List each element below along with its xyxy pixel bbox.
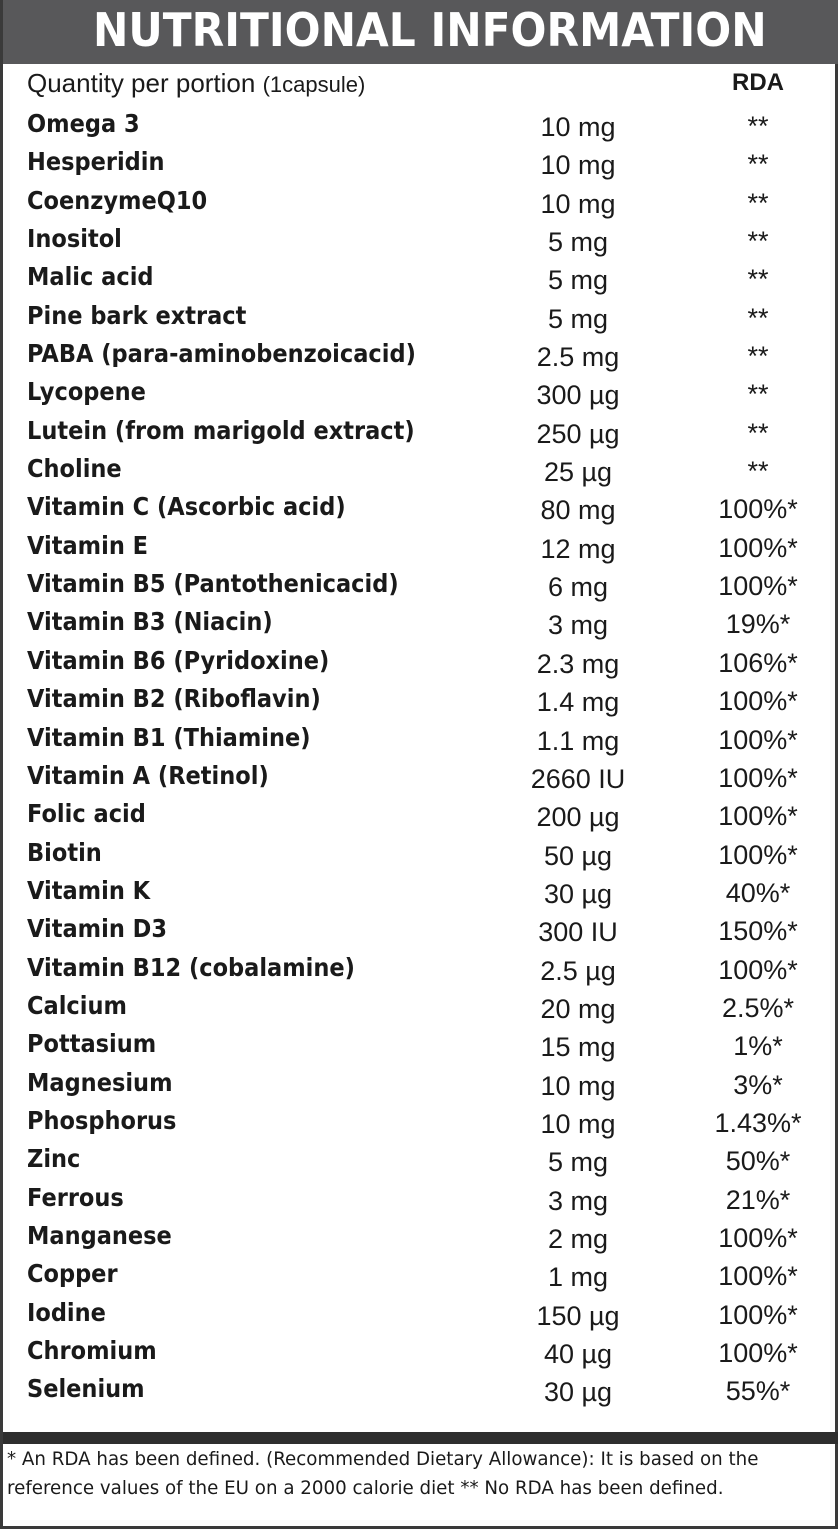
footnote-line-1: * An RDA has been defined. (Recommended Dietary Allowance): It is based on the	[7, 1448, 759, 1470]
nutrient-quantity: 300 µg	[536, 380, 620, 411]
nutrient-quantity: 10 mg	[540, 150, 616, 181]
table-row	[3, 1026, 838, 1064]
nutrient-rda: 100%*	[718, 762, 798, 793]
nutrient-rda: 150%*	[718, 916, 798, 947]
table-row	[3, 796, 838, 834]
nutrient-quantity: 10 mg	[540, 1070, 616, 1101]
table-row	[3, 413, 838, 451]
nutrient-name: Chromium	[27, 1336, 157, 1365]
nutrient-name: Calcium	[27, 990, 127, 1020]
nutrient-name: Iodine	[27, 1297, 106, 1327]
nutrient-quantity: 3 mg	[547, 1185, 609, 1216]
nutrient-rda: 100%*	[718, 1222, 798, 1253]
nutrient-name: Selenium	[27, 1374, 145, 1404]
nutrient-quantity: 12 mg	[540, 533, 616, 564]
nutrient-name: Vitamin C (Ascorbic acid)	[27, 492, 346, 522]
table-row	[3, 183, 838, 221]
nutrient-name: Pine bark extract	[27, 300, 247, 330]
nutrient-quantity: 2.5 µg	[540, 955, 616, 986]
nutrient-quantity: 250 µg	[536, 418, 620, 449]
nutrient-rda: 19%*	[725, 609, 791, 640]
nutrient-rda: 1.43%*	[714, 1107, 802, 1138]
table-row	[3, 1065, 838, 1103]
nutrient-rda: **	[747, 187, 769, 218]
nutrient-quantity: 20 mg	[540, 993, 616, 1024]
nutrient-rda: **	[747, 379, 769, 410]
table-row	[3, 988, 838, 1026]
table-header	[3, 66, 838, 104]
nutrient-quantity: 80 mg	[540, 495, 616, 526]
nutrient-quantity: 30 µg	[543, 1377, 613, 1408]
title-bar	[3, 0, 838, 64]
table-row	[3, 566, 838, 604]
nutrient-quantity: 2660 IU	[530, 763, 626, 794]
nutrient-rda: 21%*	[725, 1184, 791, 1215]
nutrient-name: Manganese	[27, 1220, 172, 1250]
nutrient-quantity: 10 mg	[540, 188, 616, 219]
nutrient-name: Lycopene	[27, 377, 146, 407]
footnote-line-2: reference values of the EU on a 2000 calorie diet ** No RDA has been defined.	[7, 1477, 724, 1499]
nutrient-rda: 100%*	[718, 1338, 798, 1368]
table-row	[3, 1295, 838, 1333]
nutrient-rda: 40%*	[725, 877, 791, 908]
table-row	[3, 835, 838, 873]
table-row	[3, 604, 838, 642]
nutrient-quantity: 25 µg	[543, 457, 613, 488]
table-row	[3, 336, 838, 374]
portion-header	[27, 68, 365, 99]
nutrient-quantity: 2.3 mg	[536, 648, 620, 679]
table-row	[3, 221, 838, 259]
table-row	[3, 681, 838, 719]
nutrient-rda: **	[747, 302, 769, 333]
nutrient-quantity: 300 IU	[538, 917, 618, 948]
nutrient-rda: 100%*	[718, 571, 798, 602]
nutrient-quantity: 1.4 mg	[536, 687, 620, 718]
nutrient-name: Vitamin B12 (cobalamine)	[27, 952, 355, 982]
table-row	[3, 106, 838, 144]
nutrient-name: PABA (para-aminobenzoicacid)	[27, 339, 416, 369]
table-row	[3, 1256, 838, 1294]
nutrient-rda: 50%*	[725, 1146, 791, 1177]
nutrient-rda: 3%*	[733, 1069, 783, 1100]
nutrient-name: Vitamin B6 (Pyridoxine)	[27, 645, 330, 675]
table-row	[3, 720, 838, 758]
nutrient-quantity: 200 µg	[536, 802, 620, 833]
table-row	[3, 298, 838, 336]
nutrient-rda: 100%*	[718, 954, 798, 985]
divider	[3, 1432, 838, 1444]
nutrient-quantity: 3 mg	[547, 610, 609, 641]
nutrient-name: Copper	[27, 1259, 118, 1289]
nutrient-rda: 100%*	[718, 494, 798, 525]
nutrient-rda: **	[747, 149, 769, 180]
table-row	[3, 758, 838, 796]
table-row	[3, 911, 838, 949]
nutrient-quantity: 10 mg	[540, 112, 616, 142]
table-row	[3, 1103, 838, 1141]
nutrient-name: Inositol	[27, 224, 122, 254]
page-title: NUTRITIONAL INFORMATION	[93, 3, 767, 57]
nutrient-quantity: 5 mg	[547, 265, 609, 296]
table-row	[3, 451, 838, 489]
nutrient-name: Choline	[27, 454, 122, 484]
nutrient-quantity: 50 µg	[543, 840, 613, 871]
nutrient-rda: **	[747, 111, 769, 141]
table-row	[3, 873, 838, 911]
nutrient-name: Malic acid	[27, 262, 154, 292]
nutrient-quantity: 10 mg	[540, 1108, 616, 1139]
nutrient-quantity: 1 mg	[547, 1262, 609, 1293]
table-row	[3, 1141, 838, 1179]
nutrient-rda: **	[747, 264, 769, 295]
nutrient-rda: 2.5%*	[721, 992, 795, 1023]
nutrient-quantity: 40 µg	[543, 1339, 613, 1369]
nutrient-quantity: 2 mg	[547, 1223, 609, 1254]
nutrient-name: Hesperidin	[27, 147, 165, 177]
nutrient-table	[3, 106, 838, 1410]
nutrient-name: Omega 3	[27, 109, 140, 138]
nutrient-quantity: 30 µg	[543, 878, 613, 909]
nutrient-rda: 1%*	[733, 1031, 783, 1062]
nutrient-rda: **	[747, 226, 769, 257]
nutrient-name: Vitamin B2 (Riboflavin)	[27, 684, 321, 714]
nutrient-rda: 100%*	[718, 801, 798, 832]
nutrient-name: CoenzymeQ10	[27, 185, 208, 215]
nutrient-name: Folic acid	[27, 799, 146, 829]
nutrient-name: Vitamin B3 (Niacin)	[27, 607, 273, 637]
table-row	[3, 489, 838, 527]
rda-header: RDA	[732, 69, 784, 96]
nutrient-name: Vitamin B1 (Thiamine)	[27, 722, 311, 752]
nutrient-quantity: 6 mg	[547, 572, 609, 603]
nutrient-name: Zinc	[27, 1144, 81, 1174]
nutrient-rda: 106%*	[718, 647, 798, 678]
nutrient-name: Lutein (from marigold extract)	[27, 415, 415, 445]
table-row	[3, 1333, 838, 1371]
nutrient-rda: 55%*	[725, 1376, 791, 1407]
nutrient-rda: 100%*	[718, 1299, 798, 1330]
nutrient-rda: 100%*	[718, 686, 798, 717]
nutrient-rda: 100%*	[718, 532, 798, 563]
table-row	[3, 950, 838, 988]
table-row	[3, 259, 838, 297]
nutrient-quantity: 15 mg	[540, 1032, 616, 1063]
nutrient-name: Vitamin K	[27, 875, 151, 905]
nutrient-name: Pottasium	[27, 1029, 157, 1059]
nutrient-name: Magnesium	[27, 1067, 173, 1097]
table-row	[3, 643, 838, 681]
nutrient-name: Ferrous	[27, 1182, 124, 1212]
table-row	[3, 374, 838, 412]
nutrient-rda: 100%*	[718, 1261, 798, 1292]
nutrient-quantity: 5 mg	[547, 303, 609, 334]
nutrient-quantity: 5 mg	[547, 227, 609, 258]
nutrient-name: Phosphorus	[27, 1105, 177, 1135]
portion-note: (1capsule)	[262, 72, 366, 97]
nutrient-name: Vitamin B5 (Pantothenicacid)	[27, 569, 399, 599]
table-row	[3, 1371, 838, 1409]
nutrient-quantity: 5 mg	[547, 1147, 609, 1178]
nutrient-rda: 100%*	[718, 839, 798, 870]
nutrient-quantity: 1.1 mg	[536, 725, 620, 756]
nutrient-name: Vitamin D3	[27, 914, 168, 944]
table-row	[3, 1180, 838, 1218]
table-row	[3, 1218, 838, 1256]
nutrient-name: Vitamin E	[27, 530, 149, 560]
nutrient-rda: **	[747, 341, 769, 372]
nutrient-rda: 100%*	[718, 724, 798, 755]
table-row	[3, 528, 838, 566]
nutrient-name: Vitamin A (Retinol)	[27, 760, 269, 790]
nutrient-name: Biotin	[27, 837, 102, 867]
footnote	[7, 1445, 804, 1503]
portion-label: Quantity per portion	[27, 68, 256, 98]
nutrient-quantity: 2.5 mg	[536, 342, 620, 373]
nutrient-rda: **	[747, 456, 769, 487]
table-row	[3, 144, 838, 182]
nutrient-quantity: 150 µg	[536, 1300, 620, 1331]
nutrient-rda: **	[747, 417, 769, 448]
